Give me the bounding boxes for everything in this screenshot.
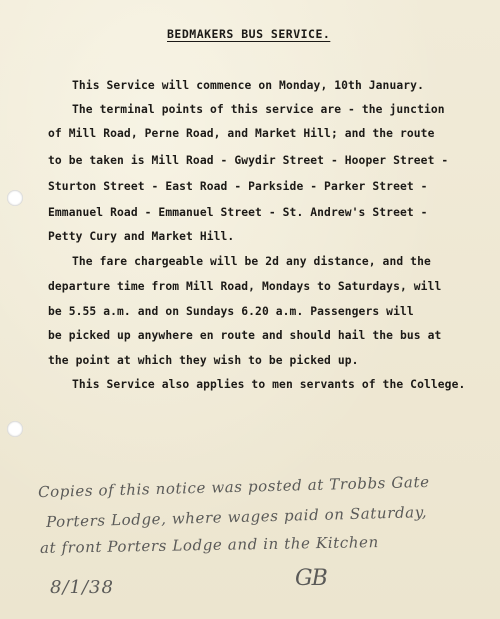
text-line: Sturton Street - East Road - Parkside - Parker Street -	[48, 180, 428, 193]
punch-hole	[7, 190, 23, 206]
handwritten-date: 8/1/38	[50, 577, 114, 598]
text-line: be 5.55 a.m. and on Sundays 6.20 a.m. Passengers will	[48, 305, 414, 318]
document-title: BEDMAKERS BUS SERVICE.	[167, 27, 331, 41]
text-line: The terminal points of this service are - the junction	[72, 103, 445, 116]
text-line: Emmanuel Road - Emmanuel Street - St. Andrew's Street -	[48, 206, 428, 219]
text-line: This Service also applies to men servants of the College.	[72, 378, 466, 391]
text-line: This Service will commence on Monday, 10th January.	[72, 79, 424, 92]
text-line: to be taken is Mill Road - Gwydir Street - Hooper Street -	[48, 154, 449, 167]
handwritten-note-line: Copies of this notice was posted at Trobbs Gate	[37, 472, 430, 502]
text-line: The fare chargeable will be 2d any distance, and the	[72, 255, 431, 268]
handwritten-note-line: at front Porters Lodge and in the Kitchen	[39, 533, 379, 557]
punch-hole	[7, 421, 23, 437]
text-line: the point at which they wish to be picked up.	[48, 354, 359, 367]
text-line: departure time from Mill Road, Mondays to Saturdays, will	[48, 280, 442, 293]
text-line: be picked up anywhere en route and should hail the bus at	[48, 329, 442, 342]
text-line: Petty Cury and Market Hill.	[48, 230, 235, 243]
text-line: of Mill Road, Perne Road, and Market Hill; and the route	[48, 127, 435, 140]
handwritten-note-line: Porters Lodge, where wages paid on Saturday,	[45, 503, 428, 531]
handwritten-initials: GB	[295, 566, 327, 591]
